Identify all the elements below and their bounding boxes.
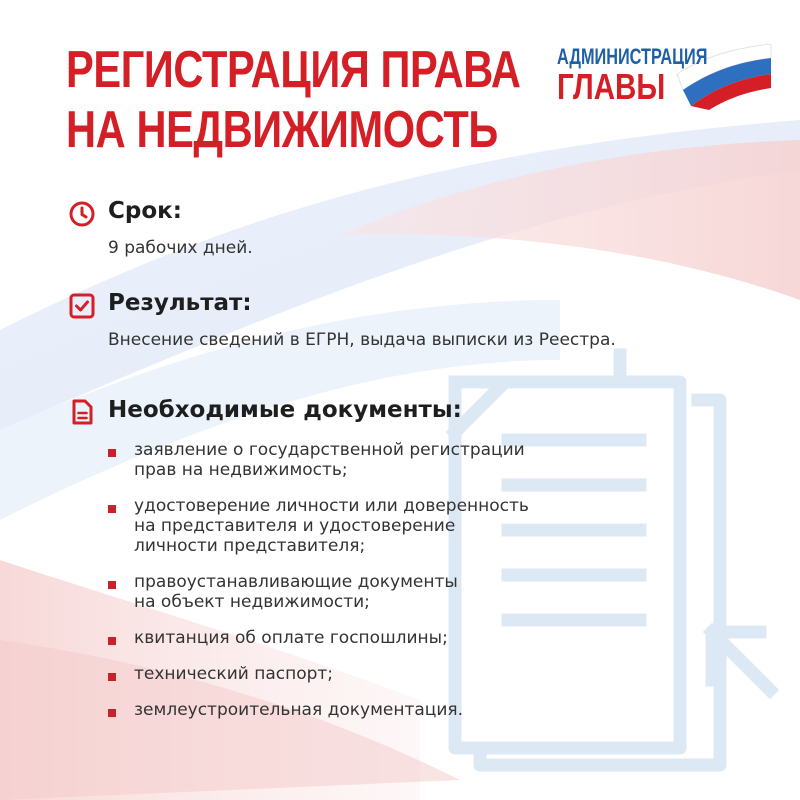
bullet-square-icon — [108, 637, 116, 645]
list-item-text: технический паспорт; — [134, 664, 334, 684]
list-item — [108, 496, 529, 556]
term-text: 9 рабочих дней. — [108, 238, 253, 258]
documents-list — [108, 440, 529, 736]
list-item — [108, 628, 529, 648]
page-title — [66, 40, 521, 160]
list-item — [108, 440, 529, 480]
documents-heading: Необходимые документы: — [108, 397, 462, 423]
bullet-square-icon — [108, 709, 116, 717]
administration-logo — [557, 44, 772, 114]
checkbox-icon — [68, 292, 96, 320]
logo-text-top: АДМИНИСТРАЦИЯ — [557, 44, 708, 69]
list-item-text: квитанция об оплате госпошлины; — [134, 628, 448, 648]
list-item-text: заявление о государственной регистрации прав на недвижимость; — [134, 440, 525, 480]
result-text: Внесение сведений в ЕГРН, выдача выписки из Реестра. — [108, 330, 616, 350]
result-heading: Результат: — [108, 290, 252, 316]
page-title-line2: НА НЕДВИЖИМОСТЬ — [66, 101, 498, 159]
bullet-square-icon — [108, 581, 116, 589]
clock-icon — [68, 200, 96, 228]
bullet-square-icon — [108, 505, 116, 513]
term-heading: Срок: — [108, 198, 182, 224]
document-icon — [68, 398, 96, 426]
page-title-line1: РЕГИСТРАЦИЯ ПРАВА — [66, 41, 521, 99]
list-item-text: удостоверение личности или доверенность на представителя и удостоверение личности представителя; — [134, 496, 529, 556]
bullet-square-icon — [108, 673, 116, 681]
list-item — [108, 572, 529, 612]
list-item-text: правоустанавливающие документы на объект недвижимости; — [134, 572, 458, 612]
list-item — [108, 664, 529, 684]
list-item — [108, 700, 529, 720]
bullet-square-icon — [108, 449, 116, 457]
list-item-text: землеустроительная документация. — [134, 700, 464, 720]
logo-text-bottom: ГЛАВЫ — [557, 66, 666, 107]
